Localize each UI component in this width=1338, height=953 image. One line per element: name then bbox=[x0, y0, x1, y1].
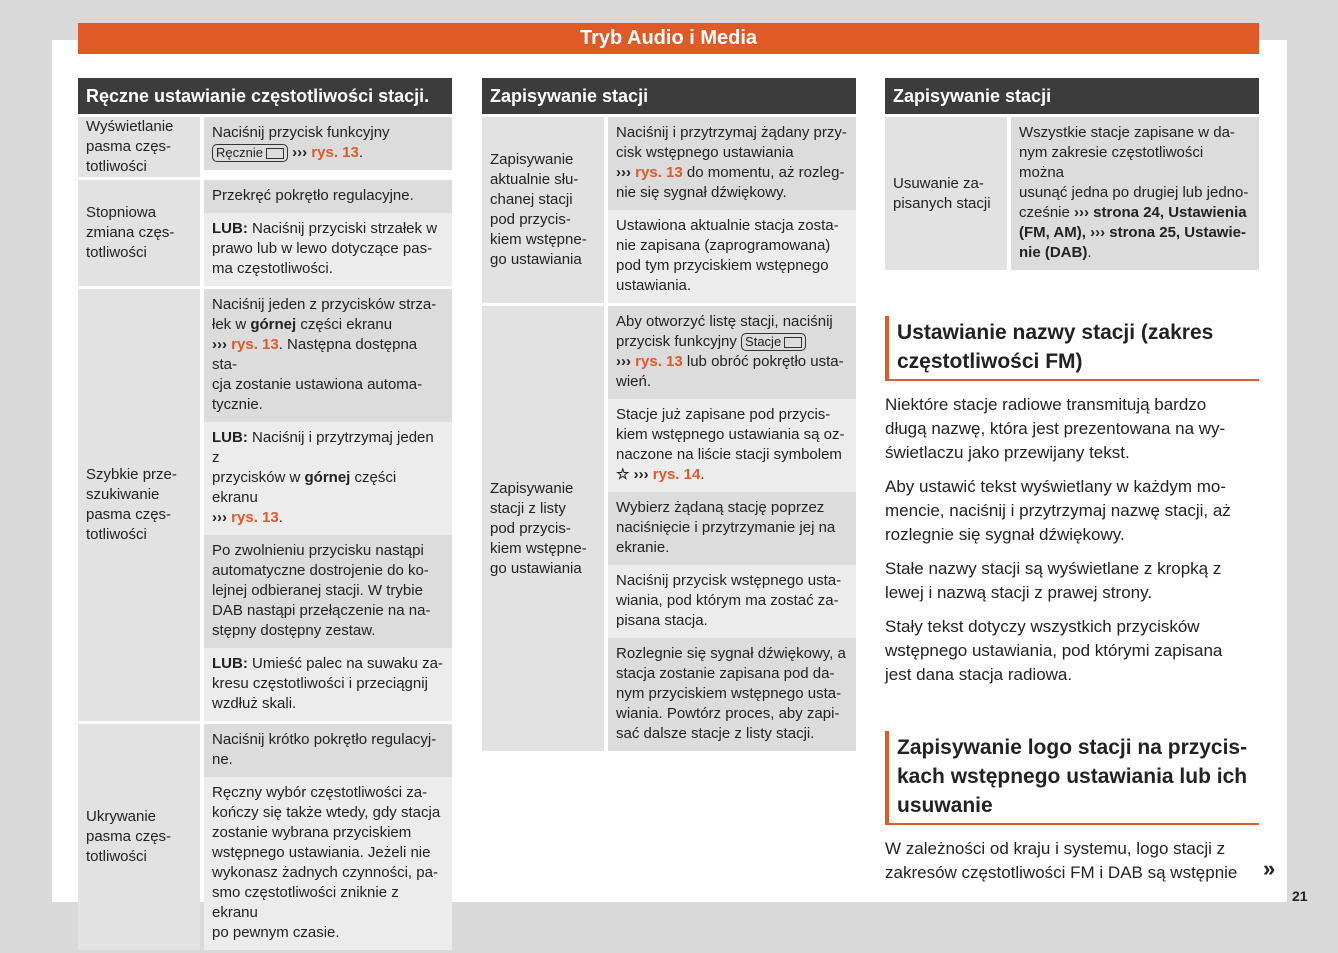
paragraph: W zależności od kraju i systemu, logo stacji z zakresów częstotliwości FM i DAB są wstępnie bbox=[885, 839, 1238, 882]
table-title: Zapisywanie stacji bbox=[885, 78, 1259, 114]
table-cell bbox=[608, 492, 856, 565]
row-label: Zapisywanie stacji z listy pod przycis- kiem wstępne- go ustawiania bbox=[482, 306, 604, 751]
table-cell bbox=[204, 724, 452, 777]
text: Rozlegnie się sygnał dźwiękowy, a stacja zostanie zapisana pod da- nym przyciskiem wstępnego usta- wiania. Powtórz proces, aby zapi- sać dalsze stacje z listy stacji. bbox=[616, 645, 846, 742]
text: Naciśnij przyciski strzałek w prawo lub w lewo dotyczące pas- ma częstotliwości. bbox=[212, 220, 438, 277]
text: Naciśnij i przytrzymaj żądany przy- cisk wstępnego ustawiania bbox=[616, 124, 847, 161]
text: . bbox=[278, 509, 283, 526]
bold-text: LUB: bbox=[212, 220, 248, 237]
table-cell bbox=[204, 117, 452, 170]
row-cells bbox=[204, 724, 452, 950]
bold-text: ››› strona 24, Ustawienia (FM, AM), ››› strona 25, Ustawie- nie (DAB) bbox=[1019, 204, 1247, 261]
text: Naciśnij krótko pokrętło regulacyj- ne. bbox=[212, 731, 437, 768]
keypad-icon bbox=[266, 148, 284, 159]
table-row bbox=[482, 117, 856, 303]
table-row bbox=[78, 289, 452, 721]
row-cells bbox=[204, 289, 452, 721]
page-number: 21 bbox=[1292, 888, 1308, 904]
section-heading: Zapisywanie logo stacji na przycis- kach wstępnego ustawiania lub ich usuwanie bbox=[885, 731, 1259, 825]
function-key-button[interactable] bbox=[741, 333, 806, 351]
table-row bbox=[78, 180, 452, 286]
table-cell bbox=[204, 213, 452, 286]
table-cell bbox=[608, 306, 856, 399]
table-cell bbox=[204, 180, 452, 213]
paragraph: Stały tekst dotyczy wszystkich przycisków wstępnego ustawiania, pod którymi zapisana jest dana stacja radiowa. bbox=[885, 617, 1223, 684]
text: do momentu, aż rozleg- nie się sygnał dźwiękowy. bbox=[616, 164, 845, 201]
text: Naciśnij jeden z przycisków strza- łek w bbox=[212, 296, 437, 333]
table-cell bbox=[204, 648, 452, 721]
table-row bbox=[885, 117, 1259, 270]
bold-text: ››› bbox=[212, 336, 227, 353]
row-cells bbox=[608, 306, 856, 751]
bold-text: ››› bbox=[287, 144, 308, 161]
text: . bbox=[1087, 244, 1092, 261]
row-label: Zapisywanie aktualnie słu- chanej stacji pod przycis- kiem wstępne- go ustawiania bbox=[482, 117, 604, 303]
bold-text: ››› bbox=[616, 164, 631, 181]
section-heading: Ustawianie nazwy stacji (zakres częstotliwości FM) bbox=[885, 316, 1259, 381]
row-label: Szybkie prze- szukiwanie pasma częs- totliwości bbox=[78, 289, 200, 721]
row-cells bbox=[204, 180, 452, 286]
table-row bbox=[78, 117, 452, 177]
table-title: Zapisywanie stacji bbox=[482, 78, 856, 114]
bold-text: LUB: bbox=[212, 429, 248, 446]
chapter-header: Tryb Audio i Media bbox=[78, 23, 1259, 54]
table-cell bbox=[204, 535, 452, 648]
text: Wybierz żądaną stację poprzez naciśnięcie i przytrzymanie jej na ekranie. bbox=[616, 499, 836, 556]
column-3 bbox=[885, 78, 1276, 895]
text: Wszystkie stacje zapisane w da- nym zakresie częstotliwości można usunąć jedna po drugiej lub jedno- cześnie bbox=[1019, 124, 1249, 221]
text: . bbox=[358, 144, 364, 161]
text: części ekranu bbox=[300, 316, 393, 333]
text: Ustawiona aktualnie stacja zosta- nie zapisana (zaprogramowana) pod tym przyciskiem wstępnego ustawiania. bbox=[616, 217, 839, 294]
table-cell bbox=[608, 117, 856, 210]
row-label: Ukrywanie pasma częs- totliwości bbox=[78, 724, 200, 950]
section-station-logo bbox=[885, 731, 1276, 885]
text: lub obróć pokrętło usta- wień. bbox=[616, 353, 844, 390]
bold-text: ››› bbox=[616, 353, 631, 370]
key-label: Stacje bbox=[745, 334, 782, 349]
table-cell bbox=[608, 565, 856, 638]
table-cell bbox=[608, 399, 856, 492]
bold-text: ››› bbox=[212, 509, 227, 526]
row-cells bbox=[608, 117, 856, 303]
figure-reference: rys. 14 bbox=[652, 466, 701, 483]
text: Naciśnij i przytrzymaj jeden z przycisków w bbox=[212, 429, 434, 486]
table-row bbox=[78, 724, 452, 950]
list-icon bbox=[784, 337, 802, 348]
table-cell bbox=[204, 289, 452, 422]
paragraph: Stałe nazwy stacji są wyświetlane z kropką z lewej i nazwą stacji z prawej strony. bbox=[885, 559, 1222, 602]
row-label: Stopniowa zmiana częs- totliwości bbox=[78, 180, 200, 286]
text: Umieść palec na suwaku za- kresu częstotliwości i przeciągnij wzdłuż skali. bbox=[212, 655, 443, 712]
figure-reference: rys. 13 bbox=[231, 509, 279, 526]
row-label: Wyświetlanie pasma częs- totliwości bbox=[78, 117, 200, 177]
text: Po zwolnieniu przycisku nastąpi automatyczne dostrojenie do ko- lejnej odbieranej stacji. W trybie DAB nastąpi przełączenie na na- stępny dostępny zestaw. bbox=[212, 542, 431, 639]
row-label: Usuwanie za- pisanych stacji bbox=[885, 117, 1007, 270]
table-cell bbox=[608, 210, 856, 303]
table-title: Ręczne ustawianie częstotliwości stacji. bbox=[78, 78, 452, 114]
figure-reference: rys. 13 bbox=[635, 353, 683, 370]
section-station-name bbox=[885, 316, 1259, 687]
bold-text: górnej bbox=[304, 469, 351, 486]
text: Aby otworzyć listę stacji, naciśnij przycisk funkcyjny bbox=[616, 313, 833, 350]
text: Naciśnij przycisk funkcyjny bbox=[212, 124, 390, 141]
table-cell bbox=[204, 422, 452, 535]
text: . Następna dostępna sta- cja zostanie ustawiona automa- tycznie. bbox=[212, 336, 423, 413]
key-label: Ręcznie bbox=[216, 145, 263, 160]
figure-reference: rys. 13 bbox=[311, 144, 359, 161]
column-1 bbox=[78, 78, 452, 953]
continue-icon: » bbox=[1263, 856, 1276, 881]
text: Ręczny wybór częstotliwości za- kończy się także wtedy, gdy stacja zostanie wybrana przyciskiem wstępnego ustawiania. Jeżeli nie wykonasz żadnych czynności, pa- smo częstotliwości zniknie z ekranu po pewnym czasie. bbox=[212, 784, 441, 941]
text: Stacje już zapisane pod przycis- kiem wstępnego ustawiania są oz- naczone na liście stacji symbolem bbox=[616, 406, 845, 463]
bold-text: LUB: bbox=[212, 655, 248, 672]
table-cell bbox=[608, 638, 856, 751]
table-row bbox=[482, 306, 856, 751]
column-2 bbox=[482, 78, 856, 754]
function-key-button[interactable] bbox=[212, 144, 288, 162]
row-cells bbox=[204, 117, 452, 177]
paragraph: Niektóre stacje radiowe transmitują bardzo długą nazwę, która jest prezentowana na wy- świetlaczu jako przewijany tekst. bbox=[885, 395, 1226, 462]
row-cells bbox=[1011, 117, 1259, 270]
paragraph: Aby ustawić tekst wyświetlany w każdym mo- mencie, naciśnij i przytrzymaj nazwę stacji, aż rozlegnie się sygnał dźwiękowy. bbox=[885, 477, 1231, 544]
table-cell bbox=[204, 777, 452, 950]
text: Naciśnij przycisk wstępnego usta- wiania, pod którym ma zostać za- pisana stacja. bbox=[616, 572, 842, 629]
table-cell bbox=[1011, 117, 1259, 270]
text: Przekręć pokrętło regulacyjne. bbox=[212, 187, 414, 204]
text: części ekranu bbox=[212, 469, 397, 506]
figure-reference: rys. 13 bbox=[231, 336, 279, 353]
figure-reference: rys. 13 bbox=[635, 164, 683, 181]
bold-text: ☆ ››› bbox=[616, 466, 649, 483]
bold-text: górnej bbox=[250, 316, 297, 333]
text: . bbox=[700, 466, 705, 483]
